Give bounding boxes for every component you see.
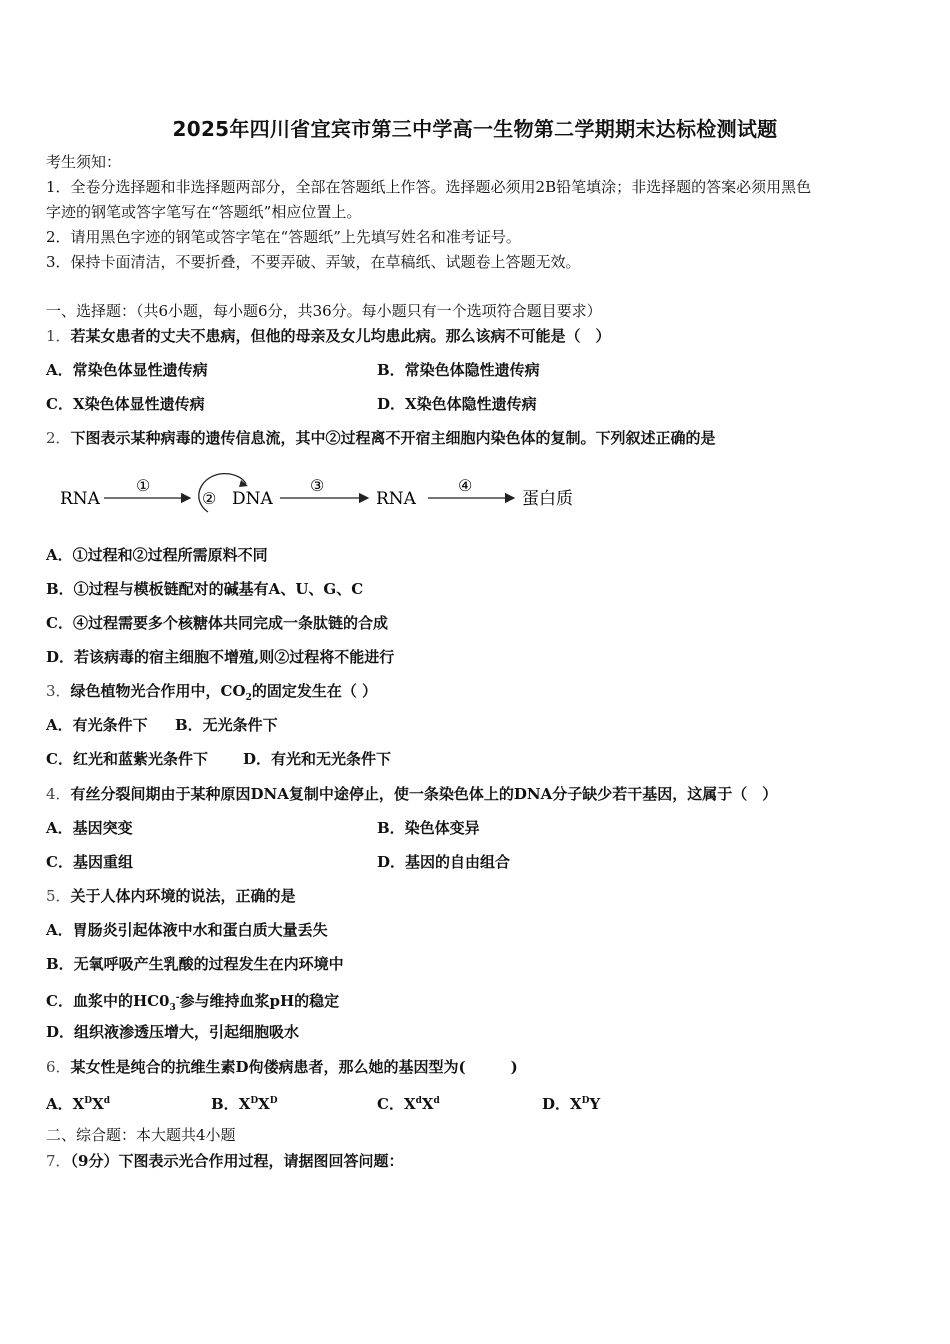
diagram-protein: 蛋白质 xyxy=(522,489,573,509)
genotype-letter: X xyxy=(72,1095,85,1113)
q6-option-d xyxy=(542,1091,600,1114)
q1-option-c: C．X染色体显性遗传病 xyxy=(46,395,205,413)
q3-option-a: A．有光条件下 xyxy=(46,716,148,734)
question-number: 5． xyxy=(46,887,71,905)
subscript: 3 xyxy=(169,1003,176,1013)
question-3 xyxy=(46,681,377,708)
question-stem: 关于人体内环境的说法，正确的是 xyxy=(70,887,296,905)
option-text: 参与维持血浆pH的稳定 xyxy=(179,992,340,1010)
q2-option-b: B．①过程与模板链配对的碱基有A、U、G、C xyxy=(46,580,364,598)
option-text: C．血浆中的HC0 xyxy=(46,992,170,1010)
superscript: d xyxy=(103,1096,111,1106)
question-stem xyxy=(70,682,378,703)
notice-heading: 考生须知： xyxy=(46,153,122,171)
diagram-step-4: ④ xyxy=(458,476,473,495)
diagram-dna: DNA xyxy=(232,489,273,509)
notice-item-3: 3．保持卡面清洁，不要折叠，不要弄破、弄皱，在草稿纸、试题卷上答题无效。 xyxy=(46,253,581,271)
stem-text: 的固定发生在（ ） xyxy=(251,682,378,700)
q3-option-c: C．红光和蓝紫光条件下 xyxy=(46,750,208,768)
option-label: C． xyxy=(377,1095,404,1113)
question-6 xyxy=(46,1057,518,1077)
question-5 xyxy=(46,886,296,906)
q1-option-d: D．X染色体隐性遗传病 xyxy=(377,395,537,413)
q4-option-d: D．基因的自由组合 xyxy=(377,853,511,871)
subscript: 2 xyxy=(245,693,252,703)
superscript: d xyxy=(415,1096,422,1106)
genotype-letter: Y xyxy=(589,1095,601,1113)
q5-option-d: D．组织液渗透压增大，引起细胞吸水 xyxy=(46,1023,300,1041)
question-4 xyxy=(46,784,777,804)
option-label: A． xyxy=(46,1095,73,1113)
question-1 xyxy=(46,326,611,346)
question-stem: （9分）下图表示光合作用过程，请据图回答问题： xyxy=(70,1152,404,1170)
genotype-letter: X xyxy=(421,1095,434,1113)
diagram-step-1: ① xyxy=(136,476,151,495)
q3-option-d: D．有光和无光条件下 xyxy=(243,750,392,768)
question-number: 2． xyxy=(46,429,71,447)
question-7 xyxy=(46,1151,404,1171)
question-number: 6． xyxy=(46,1058,71,1076)
superscript: - xyxy=(175,993,180,1003)
q5-option-c xyxy=(46,988,339,1018)
question-stem: 下图表示某种病毒的遗传信息流，其中②过程离不开宿主细胞内染色体的复制。下列叙述正确的是 xyxy=(70,429,716,447)
question-number: 3． xyxy=(46,682,71,700)
q6-option-c xyxy=(377,1091,440,1114)
diagram-rna-2: RNA xyxy=(376,489,416,509)
genotype-letter: X xyxy=(258,1095,270,1113)
superscript: d xyxy=(433,1096,440,1106)
q5-option-a: A．胃肠炎引起体液中水和蛋白质大量丢失 xyxy=(46,921,328,939)
notice-item-2: 2．请用黑色字迹的钢笔或答字笔在“答题纸”上先填写姓名和准考证号。 xyxy=(46,228,521,246)
q1-option-b: B．常染色体隐性遗传病 xyxy=(377,361,540,379)
genotype-letter: X xyxy=(570,1095,582,1113)
option-label: D． xyxy=(542,1095,571,1113)
genotype-letter: X xyxy=(92,1095,104,1113)
superscript: D xyxy=(250,1096,259,1106)
option-label: B． xyxy=(211,1095,239,1113)
page-title: 2025年四川省宜宾市第三中学高一生物第二学期期末达标检测试题 xyxy=(172,117,778,141)
question-stem: 有丝分裂间期由于某种原因DNA复制中途停止，使一条染色体上的DNA分子缺少若干基因，这属于（ ） xyxy=(70,785,778,803)
genotype-letter: X xyxy=(403,1095,416,1113)
q3-option-b: B．无光条件下 xyxy=(175,716,278,734)
genotype-letter: X xyxy=(238,1095,251,1113)
q1-option-a: A．常染色体显性遗传病 xyxy=(46,361,208,379)
superscript: D xyxy=(581,1096,590,1106)
question-number: 1． xyxy=(46,327,71,345)
diagram-step-3: ③ xyxy=(310,476,325,495)
superscript: D xyxy=(269,1096,278,1106)
question-stem: 若某女患者的丈夫不患病，但他的母亲及女儿均患此病。那么该病不可能是（ ） xyxy=(70,327,611,345)
genetic-flow-diagram xyxy=(58,470,598,530)
q2-option-c: C．④过程需要多个核糖体共同完成一条肽链的合成 xyxy=(46,614,388,632)
question-number: 4． xyxy=(46,785,71,803)
question-2 xyxy=(46,428,716,448)
notice-item-1-cont: 字迹的钢笔或答字笔写在“答题纸”相应位置上。 xyxy=(46,203,362,221)
q2-option-d: D．若该病毒的宿主细胞不增殖,则②过程将不能进行 xyxy=(46,648,395,666)
superscript: D xyxy=(84,1096,93,1106)
question-stem: 某女性是纯合的抗维生素D佝偻病患者，那么她的基因型为( ) xyxy=(70,1058,518,1076)
q4-option-b: B．染色体变异 xyxy=(377,819,480,837)
q6-option-b xyxy=(211,1091,278,1114)
diagram-rna-1: RNA xyxy=(60,489,100,509)
section-1-heading: 一、选择题：（共6小题，每小题6分，共36分。每小题只有一个选项符合题目要求） xyxy=(46,302,602,320)
q4-option-c: C．基因重组 xyxy=(46,853,133,871)
q4-option-a: A．基因突变 xyxy=(46,819,133,837)
q5-option-b: B．无氧呼吸产生乳酸的过程发生在内环境中 xyxy=(46,955,344,973)
q2-option-a: A．①过程和②过程所需原料不同 xyxy=(46,546,268,564)
diagram-step-2: ② xyxy=(202,489,217,508)
question-number: 7． xyxy=(46,1152,71,1170)
q6-option-a xyxy=(46,1091,110,1114)
section-2-heading: 二、综合题：本大题共4小题 xyxy=(46,1126,236,1144)
notice-item-1: 1．全卷分选择题和非选择题两部分，全部在答题纸上作答。选择题必须用2B铅笔填涂；非选择题的答案必须用黑色 xyxy=(46,178,812,196)
stem-text: 绿色植物光合作用中，CO xyxy=(70,682,246,700)
